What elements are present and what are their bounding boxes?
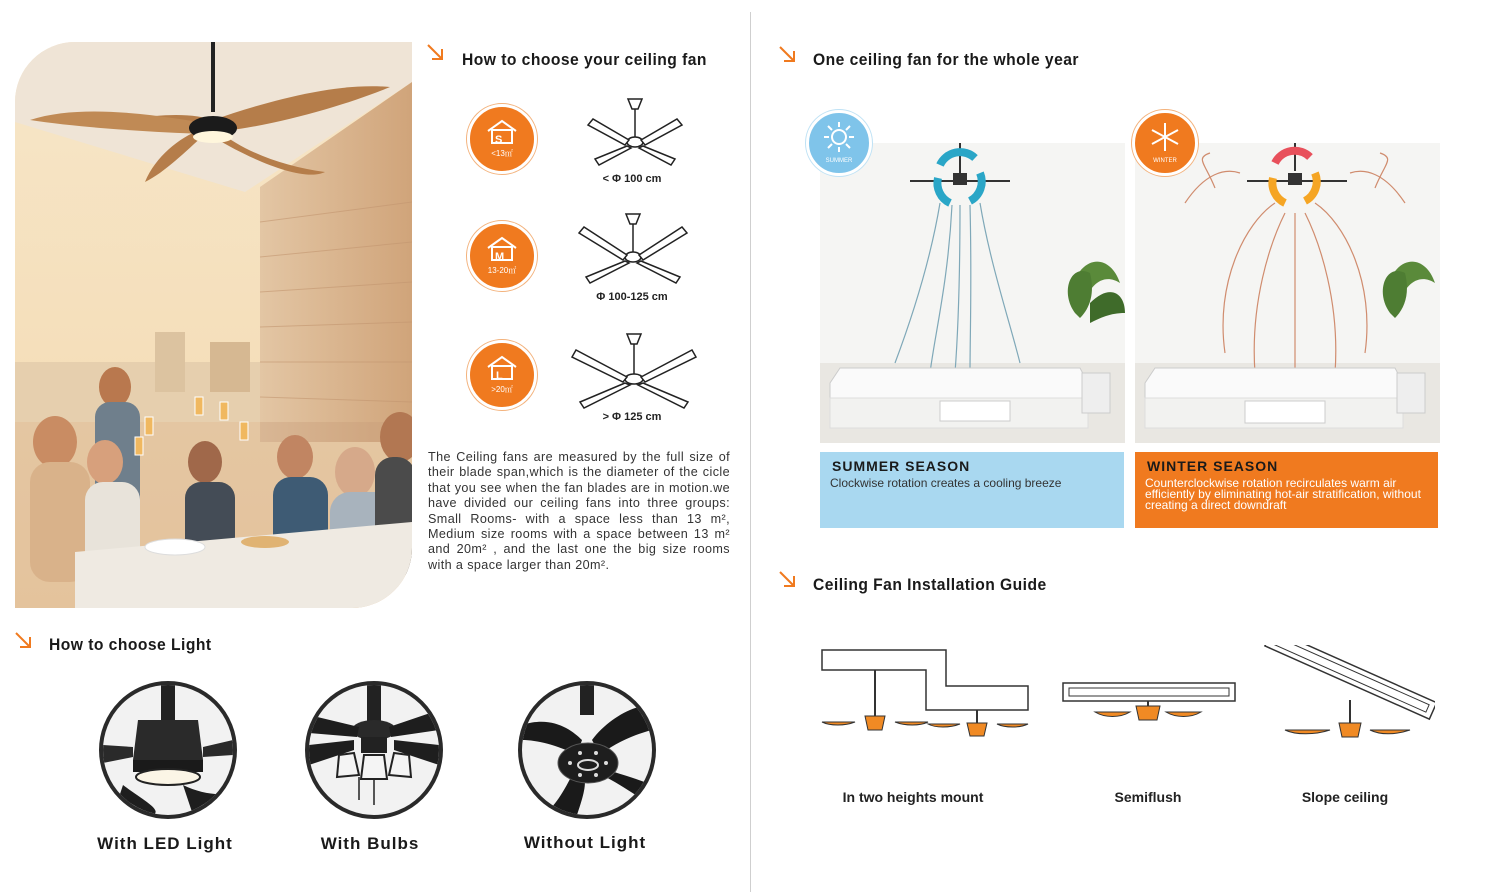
winter-room-image xyxy=(1135,143,1440,443)
summer-season-title: SUMMER SEASON xyxy=(832,458,971,474)
summer-season-box xyxy=(820,452,1124,528)
winter-season-text: Counterclockwise rotation recirculates warm air efficiently by eliminating hot-air stratification, without creating a direct downdraft xyxy=(1145,476,1421,512)
led-light-label: With LED Light xyxy=(97,834,233,853)
snowflake-icon: WINTER xyxy=(1132,110,1198,176)
semiflush-label: Semiflush xyxy=(1114,789,1182,805)
slope-ceiling-diagram xyxy=(1255,645,1435,745)
medium-fan-label: Φ 100-125 cm xyxy=(596,291,668,303)
summer-room-image xyxy=(820,143,1125,443)
winter-season-box xyxy=(1135,452,1438,528)
orange-arrow-icon xyxy=(778,45,798,65)
small-fan-icon xyxy=(585,97,685,167)
small-fan-label: < Φ 100 cm xyxy=(602,173,662,185)
fan-size-description: The Ceiling fans are measured by the full size of their blade span,which is the diameter of the cicle that you see when the fan blades are in motion.we have divided our ceiling fans into three groups: Small Rooms- with a space less than 13 m², Medium size rooms with a space between 13 m² and 20m² , and the last one the big size rooms with a space larger than 20m². xyxy=(428,450,730,572)
semiflush-diagram xyxy=(1060,680,1240,740)
lifestyle-photo xyxy=(15,42,412,608)
two-heights-label: In two heights mount xyxy=(842,789,984,805)
large-fan-label: > Φ 125 cm xyxy=(602,411,662,423)
no-light-label: Without Light xyxy=(523,833,647,852)
orange-arrow-icon xyxy=(426,43,446,63)
medium-room-badge: M 13-20㎡ xyxy=(467,221,537,291)
bulbs-label: With Bulbs xyxy=(320,834,420,853)
large-room-badge: L >20㎡ xyxy=(467,340,537,410)
bulbs-fan-image xyxy=(305,681,443,819)
orange-arrow-icon xyxy=(14,631,34,651)
large-fan-icon xyxy=(570,332,698,410)
heading-choose-light: How to choose Light xyxy=(49,635,212,654)
summer-season-text: Clockwise rotation creates a cooling breeze xyxy=(830,476,1062,490)
page-divider xyxy=(750,12,751,892)
two-heights-mount-diagram xyxy=(820,648,1032,743)
no-light-fan-image xyxy=(518,681,656,819)
heading-choose-fan: How to choose your ceiling fan xyxy=(462,50,707,69)
winter-season-title: WINTER SEASON xyxy=(1147,458,1279,474)
led-light-fan-image xyxy=(99,681,237,819)
heading-install-guide: Ceiling Fan Installation Guide xyxy=(813,575,1047,594)
heading-whole-year: One ceiling fan for the whole year xyxy=(813,50,1079,69)
small-room-badge: S <13㎡ xyxy=(467,104,537,174)
medium-fan-icon xyxy=(578,212,688,284)
orange-arrow-icon xyxy=(778,570,798,590)
slope-ceiling-label: Slope ceiling xyxy=(1301,789,1389,805)
sun-icon: SUMMER xyxy=(806,110,872,176)
